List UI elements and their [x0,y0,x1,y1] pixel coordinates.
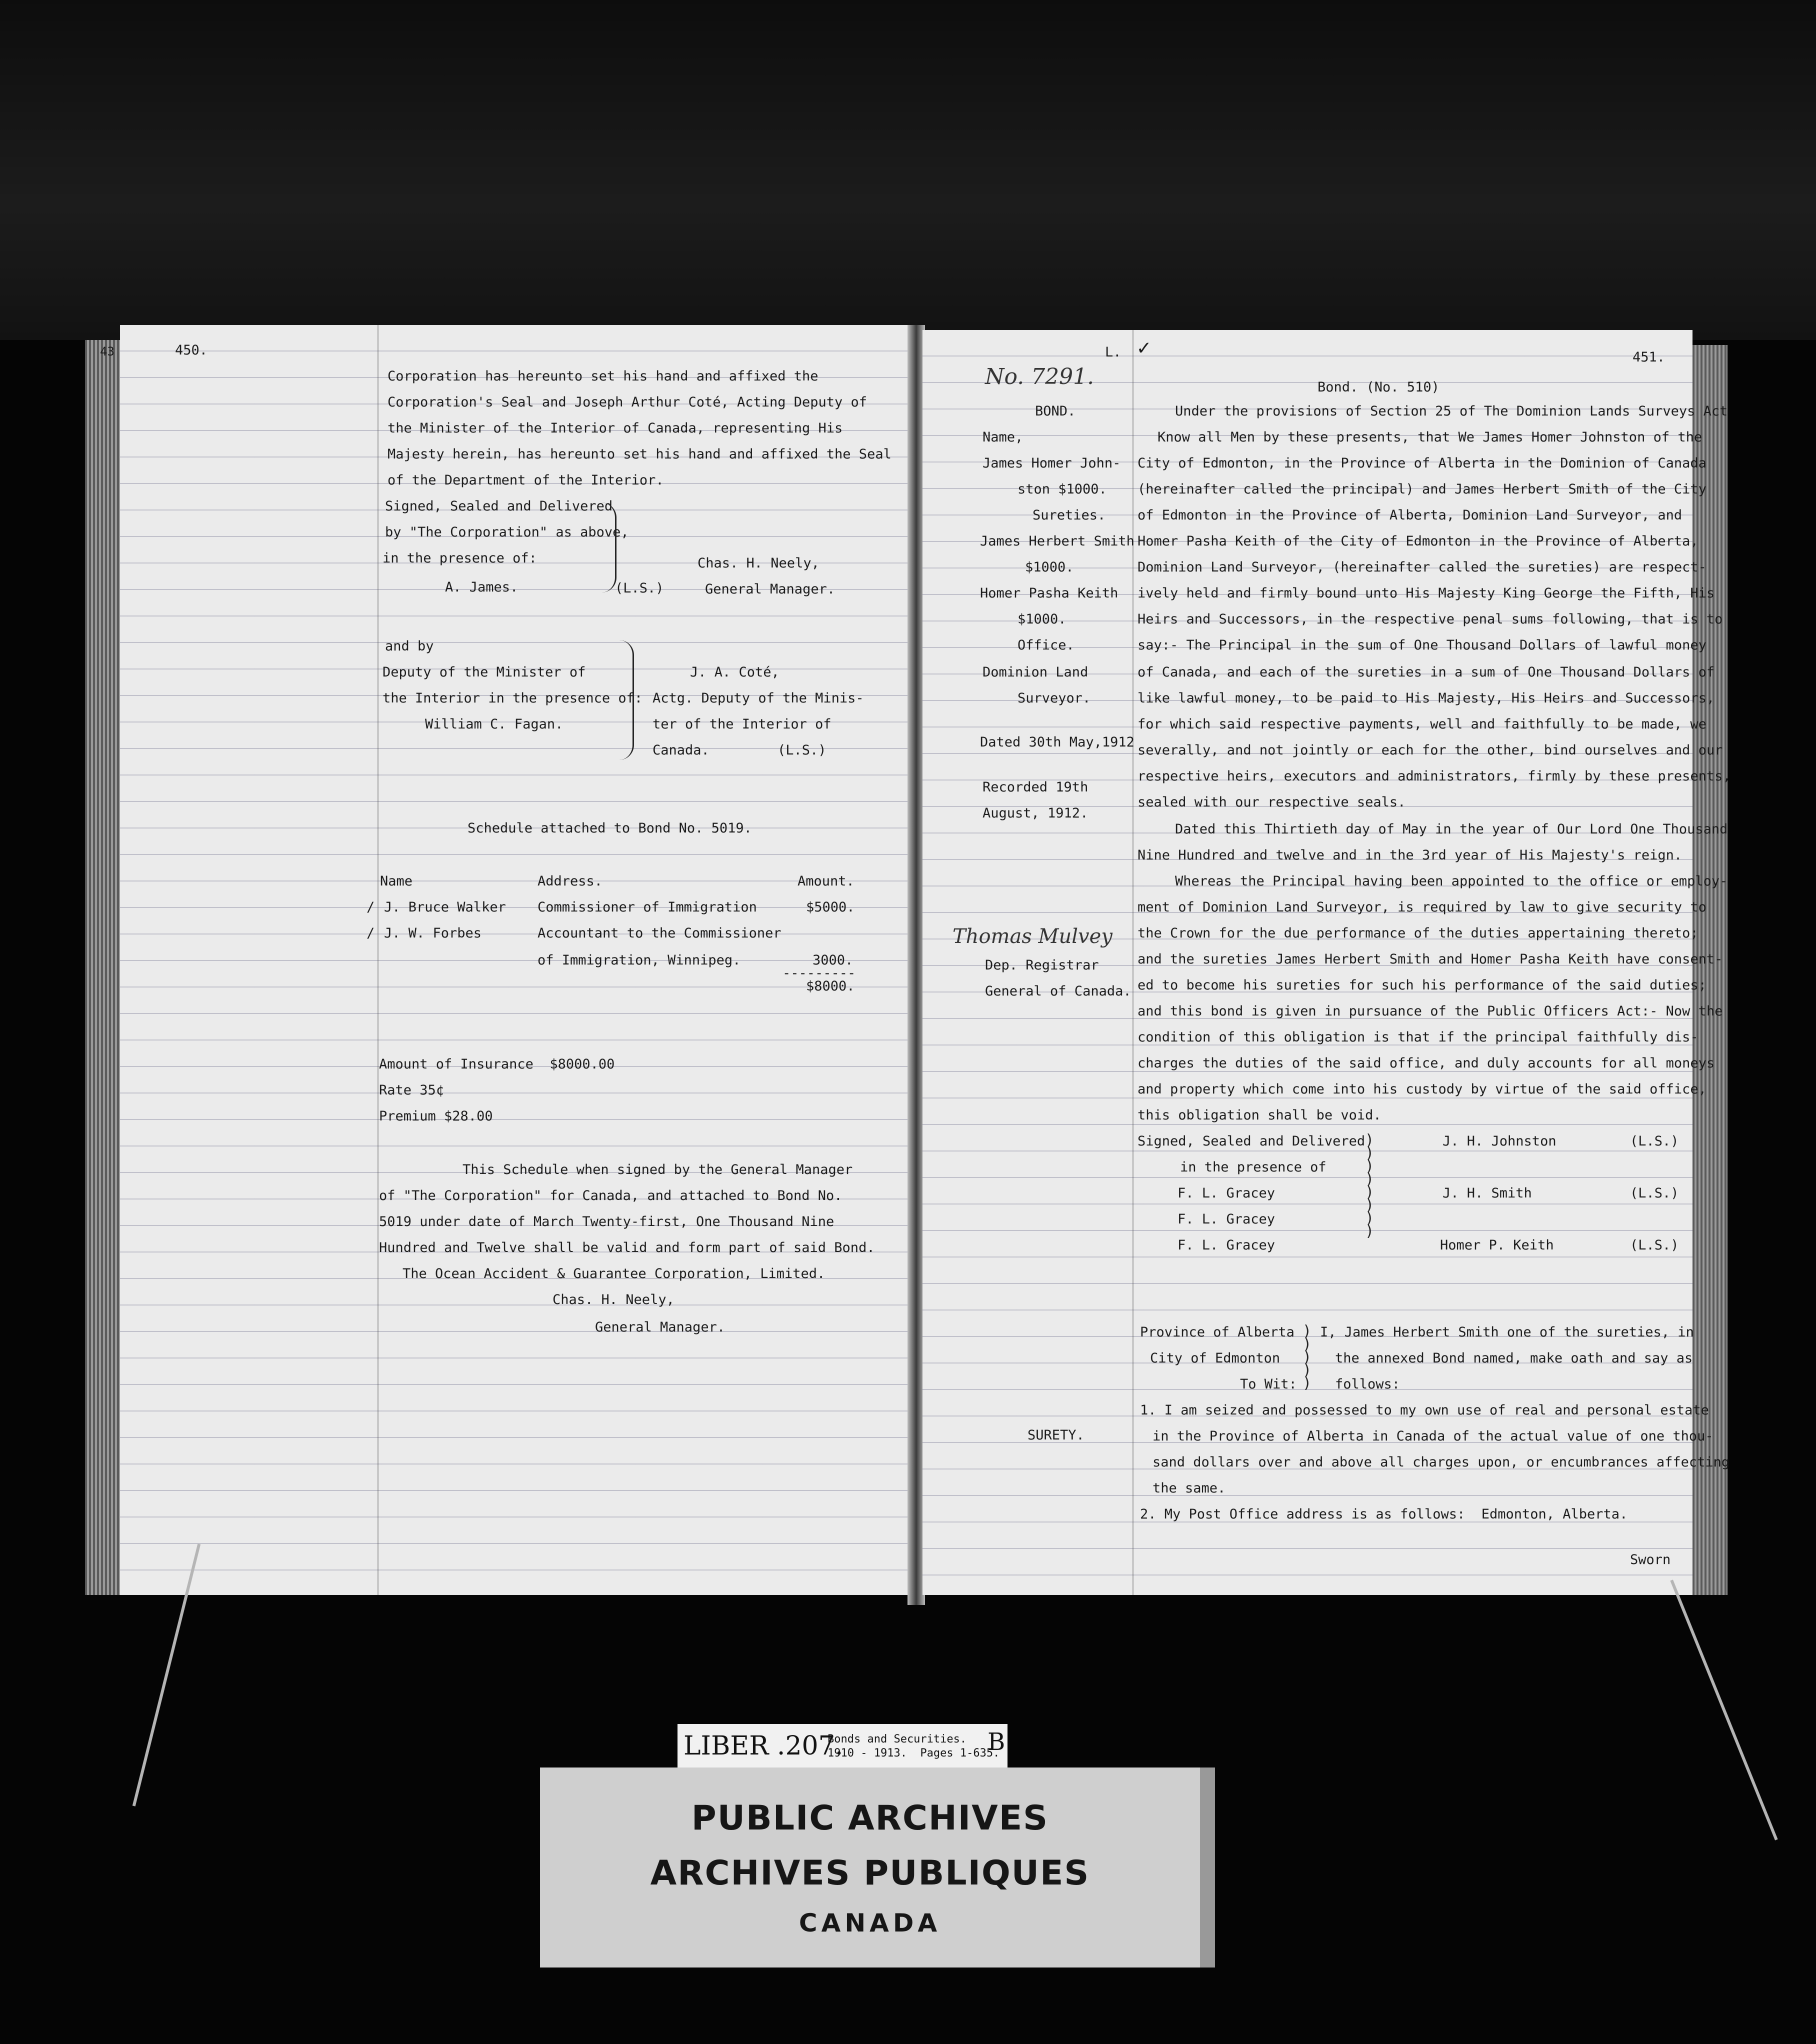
signer-name: Chas. H. Neely, [552,1292,674,1308]
schedule-dashes: --------- [782,966,856,981]
signed-line: Deputy of the Minister of [382,664,586,680]
closing-line: 5019 under date of March Twenty-first, One Thousand Nine [379,1214,834,1230]
margin-note: Dominion Land [982,664,1088,680]
schedule-total: $8000. [806,978,855,994]
archive-line-fr: ARCHIVES PUBLIQUES [650,1854,1090,1893]
body-line: of Edmonton in the Province of Alberta, Dominion Land Surveyor, and [1138,508,1682,523]
bond-title: Bond. (No. 510) [1318,380,1440,395]
intro-line: of the Department of the Interior. [388,472,664,488]
insurance-rate: Rate 35¢ [379,1082,444,1098]
body-line: and this bond is given in pursuance of the Public Officers Act:- Now the [1138,1004,1723,1019]
body-line: and property which come into his custody by virtue of the said office, [1138,1082,1706,1097]
seal-ls: (L.S.) [1630,1238,1679,1253]
right-page [922,330,1731,1595]
signed-line: Signed, Sealed and Delivered [1138,1134,1366,1149]
body-line: ed to become his sureties for such his performance of the said duties; [1138,978,1706,993]
schedule-mark: / [366,900,375,915]
body-line: Dated this Thirtieth day of May in the year of Our Lord One Thousand [1175,822,1728,837]
margin-note: Surveyor. [1018,690,1091,706]
margin-note: Sureties. [1032,508,1106,523]
oath-line: follows: [1335,1376,1400,1392]
brace: ) ) ) ) ) ) ) ) [1365,1132,1374,1240]
body-line: (hereinafter called the principal) and James Herbert Smith of the City [1138,482,1706,497]
margin-note: Dep. Registrar [985,958,1099,973]
signer-title: General Manager. [595,1320,726,1335]
margin-note: Recorded 19th [982,780,1088,795]
schedule-row-address: Commissioner of Immigration [538,900,757,915]
oath-item: the same. [1152,1480,1226,1496]
page-number: 450. [175,342,208,358]
body-line: this obligation shall be void. [1138,1108,1382,1123]
volume-letter: B [988,1728,1006,1756]
intro-line: Majesty herein, has hereunto set his hand and affixed the Seal [388,446,892,462]
seal-ls: (L.S.) [778,742,826,758]
signatory-name: J. H. Johnston [1442,1134,1556,1149]
witness-name: F. L. Gracey [1178,1212,1276,1227]
schedule-row-amount: 3000. [812,952,854,968]
body-line: Homer Pasha Keith of the City of Edmonton in the Province of Alberta, [1138,534,1698,549]
schedule-header-name: Name [380,874,413,889]
margin-note: James Herbert Smith [980,534,1134,549]
witness-name: William C. Fagan. [425,716,564,732]
margin-note: James Homer John- [982,456,1121,471]
catchword: Sworn [1630,1552,1671,1568]
body-line: Know all Men by these presents, that We James Homer Johnston of the [1158,430,1702,445]
volume-title: Bonds and Securities. [828,1733,967,1746]
oath-item: 2. My Post Office address is as follows: Edmonton, Alberta. [1140,1506,1628,1522]
margin-note: $1000. [1018,612,1066,627]
closing-line: Hundred and Twelve shall be valid and form part of said Bond. [379,1240,875,1256]
archive-line-country: CANADA [798,1908,942,1938]
margin-rule [1132,330,1134,1595]
oath-item: sand dollars over and above all charges upon, or encumbrances affecting [1152,1454,1730,1470]
body-line: and the sureties James Herbert Smith and Homer Pasha Keith have consent- [1138,952,1723,967]
body-line: respective heirs, executors and administrators, firmly by these presents, [1138,768,1731,784]
closing-line: This Schedule when signed by the General Manager [462,1162,853,1178]
volume-dates: 1910 - 1913. Pages 1-635. [828,1747,1000,1760]
body-line: Whereas the Principal having been appointed to the office or employ- [1175,874,1728,889]
body-line: condition of this obligation is that if the principal faithfully dis- [1138,1030,1698,1045]
archive-label [540,1768,1215,1968]
seal-ls: (L.S.) [1630,1186,1679,1201]
margin-note: SURETY. [1028,1428,1084,1443]
oath-venue: City of Edmonton [1150,1350,1280,1366]
oath-item: 1. I am seized and possessed to my own use of real and personal estate [1140,1402,1709,1418]
schedule-row-name: J. Bruce Walker [384,900,506,915]
oath-line: the annexed Bond named, make oath and say as [1335,1350,1693,1366]
body-line: ment of Dominion Land Surveyor, is required by law to give security to [1138,900,1706,915]
witness-name: F. L. Gracey [1178,1186,1276,1201]
body-line: say:- The Principal in the sum of One Thousand Dollars of lawful money [1138,638,1706,653]
signer-name: J. A. Coté, [690,664,780,680]
signed-line: by "The Corporation" as above, [385,524,629,540]
schedule-title: Schedule attached to Bond No. 5019. [468,820,752,836]
check-mark: ✓ [1138,335,1150,360]
closing-line: of "The Corporation" for Canada, and attached to Bond No. [379,1188,842,1204]
page-number: 451. [1632,350,1666,365]
schedule-row-amount: $5000. [806,900,855,915]
signed-line: the Interior in the presence of: [382,690,643,706]
signed-line: in the presence of [1180,1160,1326,1175]
signatory-name: Homer P. Keith [1440,1238,1554,1253]
background [0,0,1816,340]
book-clip-right [1670,1580,1778,1840]
body-line: Heirs and Successors, in the respective penal sums following, that is to [1138,612,1723,627]
witness-name: A. James. [445,580,518,595]
signed-line: and by [385,638,434,654]
insurance-amount: Amount of Insurance $8000.00 [379,1056,615,1072]
margin-note: Name, [982,430,1024,445]
left-page [100,325,910,1595]
body-line: Dominion Land Surveyor, (hereinafter called the sureties) are respect- [1138,560,1706,575]
brace: ) ) ) ) ) [1302,1322,1312,1392]
body-line: City of Edmonton, in the Province of Alberta in the Dominion of Canada [1138,456,1706,471]
body-line: like lawful money, to be paid to His Majesty, His Heirs and Successors, [1138,690,1715,706]
liber-number: LIBER .207. [684,1731,844,1761]
signer-title: ter of the Interior of [652,716,832,732]
schedule-mark: / [366,926,375,941]
schedule-header-address: Address. [538,874,603,889]
body-line: Under the provisions of Section 25 of The Dominion Lands Surveys Act [1175,404,1728,419]
edge-mark: 43 [100,344,114,358]
schedule-row-address: of Immigration, Winnipeg. [538,952,741,968]
schedule-row-name: J. W. Forbes [384,926,482,941]
intro-line: Corporation has hereunto set his hand and affixed the [388,368,818,384]
signer-name: Chas. H. Neely, [698,556,820,571]
header-letter: L. [1105,344,1122,360]
seal-ls: (L.S.) [615,580,664,596]
archive-line-en: PUBLIC ARCHIVES [691,1798,1049,1838]
body-line: severally, and not jointly or each for the other, bind ourselves and our [1138,742,1723,758]
signed-line: Signed, Sealed and Delivered [385,498,613,514]
body-line: the Crown for the due performance of the duties appertaining thereto; [1138,926,1698,941]
volume-label [678,1724,1008,1769]
oath-item: in the Province of Alberta in Canada of the actual value of one thou- [1152,1428,1714,1444]
margin-note: $1000. [1025,560,1074,575]
oath-line: I, James Herbert Smith one of the sureties, in [1320,1324,1694,1340]
company-name: The Ocean Accident & Guarantee Corporation, Limited. [402,1266,826,1282]
body-line: charges the duties of the said office, and duly accounts for all moneys [1138,1056,1715,1071]
schedule-row-address: Accountant to the Commissioner [538,926,782,941]
margin-note: General of Canada. [985,984,1132,999]
oath-venue: Province of Alberta [1140,1324,1294,1340]
schedule-header-amount: Amount. [798,874,854,889]
book-page-edges-left [85,340,122,1595]
margin-note: Dated 30th May,1912 [980,734,1134,750]
intro-line: the Minister of the Interior of Canada, representing His [388,420,843,436]
body-line: for which said respective payments, well and faithfully to be made, we [1138,716,1706,732]
seal-ls: (L.S.) [1630,1134,1679,1149]
body-line: sealed with our respective seals. [1138,794,1406,810]
brace [600,502,616,592]
insurance-premium: Premium $28.00 [379,1108,493,1124]
signer-title: Canada. [652,742,710,758]
signer-title: General Manager. [705,582,836,597]
margin-note: August, 1912. [982,806,1088,821]
margin-note: BOND. [1035,404,1076,419]
body-line: Nine Hundred and twelve and in the 3rd year of His Majesty's reign. [1138,848,1682,863]
oath-venue: To Wit: [1240,1376,1297,1392]
signatory-name: J. H. Smith [1442,1186,1532,1201]
signer-title: Actg. Deputy of the Minis- [652,690,864,706]
margin-note: Office. [1018,638,1074,653]
witness-name: F. L. Gracey [1178,1238,1276,1253]
body-line: ively held and firmly bound unto His Majesty King George the Fifth, His [1138,586,1715,601]
body-line: of Canada, and each of the sureties in a sum of One Thousand Dollars of [1138,664,1715,680]
handwritten-number: No. 7291. [985,364,1094,390]
margin-note: ston $1000. [1018,482,1107,497]
registrar-signature: Thomas Mulvey [952,925,1112,948]
margin-note: Homer Pasha Keith [980,586,1118,601]
brace [618,640,634,760]
intro-line: Corporation's Seal and Joseph Arthur Coté, Acting Deputy of [388,394,868,410]
signed-line: in the presence of: [382,550,537,566]
